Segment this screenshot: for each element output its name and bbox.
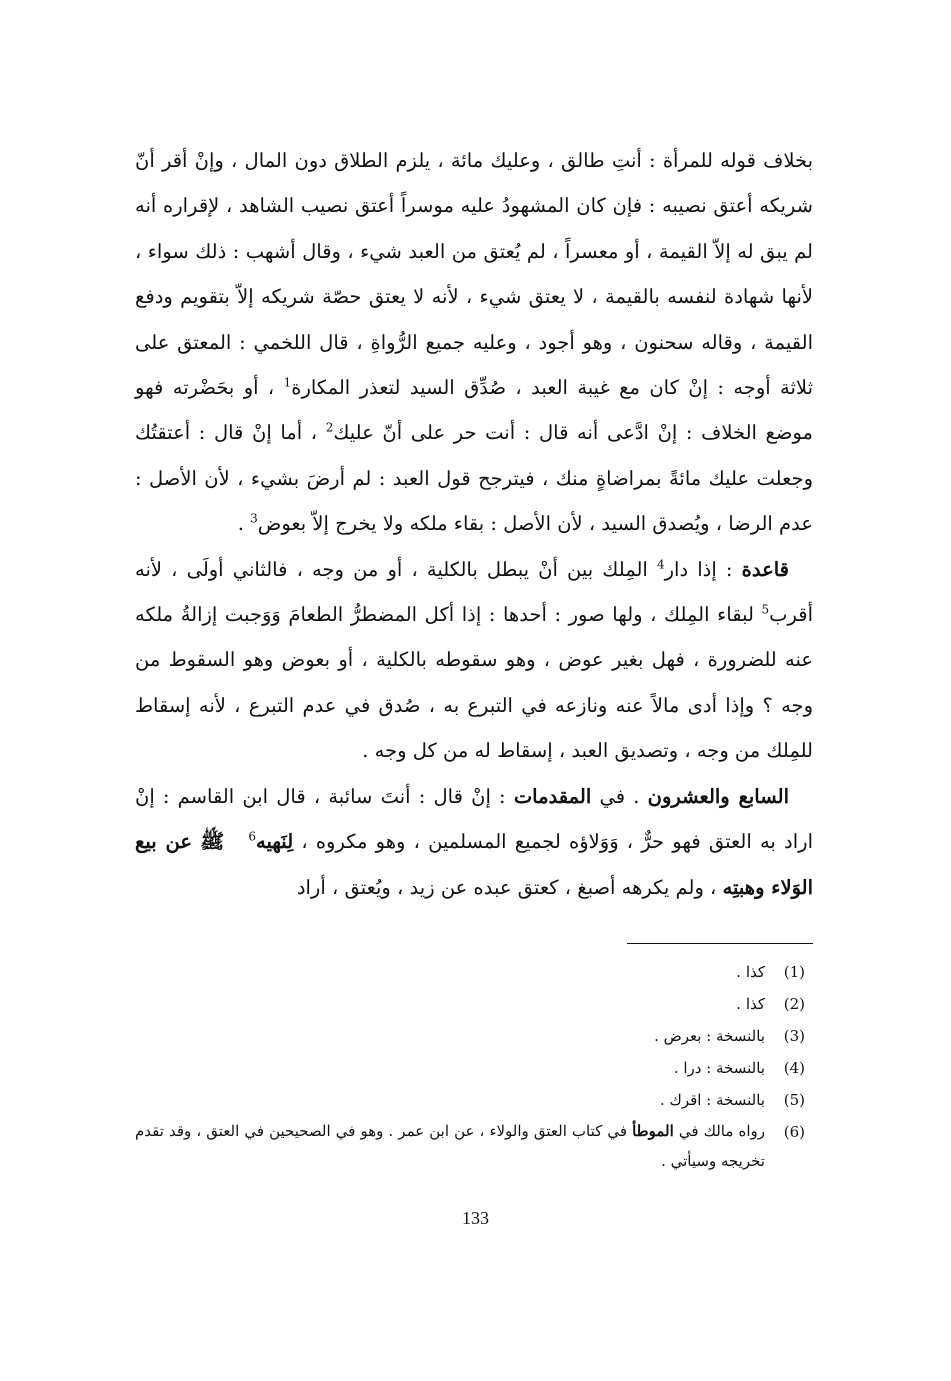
text-run — [192, 830, 200, 853]
text-run: ، أو بحَضْرته فهو موضع الخلاف : إنْ ادَّعى أنه قال : أنت حر على أنّ عليك — [135, 376, 814, 445]
footnote-number: (3) — [783, 1027, 805, 1045]
page-number: 133 — [462, 1208, 489, 1228]
footnote-marker: 1 — [283, 375, 292, 390]
footnote-5 — [135, 1084, 813, 1116]
text-run: ، أما إنْ قال : أعتقتُك وجعلت عليك مائةً بمراضاةٍ منك ، فيترجح قول العبد : لم أرضَ بشيء ، لأن الأصل : عدم الرضا ، ويُصدق السيد ، لأن الأصل : بقاء ملكه ولا يخرج إلاّ بعوض — [135, 421, 813, 536]
text-run: في كتاب العتق والولاء ، عن ابن عمر . وهو في الصحيحين في العتق ، وقد تقدم تخريجه وسيأتي . — [135, 1122, 765, 1170]
footnote-marker: 5 — [761, 602, 770, 617]
footnote-marker: 6 — [248, 829, 256, 844]
footnote-marker: 4 — [656, 557, 665, 572]
paragraph-3-twenty-seventh — [135, 774, 813, 910]
text-run: : إنْ قال : أنتَ سائبة ، قال ابن القاسم : إنْ اراد به العتق فهو حرٌّ ، وَوَلاؤه لجميع المسلمين ، وهو مكروه ، — [135, 784, 813, 854]
footnote-number: (4) — [783, 1059, 805, 1077]
main-text-block — [135, 138, 813, 910]
text-run: : إذا دار — [664, 557, 742, 581]
paragraph-2-rule — [135, 547, 813, 774]
text-run: ، ولم يكرهه أصبغ ، كعتق عبده عن زيد ، ويُعتق ، أراد — [296, 875, 723, 899]
footnote-text: بالنسخة : درا . — [673, 1059, 765, 1077]
footnotes-section — [135, 956, 813, 1176]
footnote-marker: 2 — [325, 420, 334, 435]
text-run: . — [237, 512, 251, 536]
bold-term: السابع والعشرون — [647, 784, 789, 808]
footnote-text: كذا . — [736, 995, 765, 1013]
footnote-4 — [135, 1052, 813, 1084]
paragraph-1 — [135, 138, 813, 547]
bold-term: المقدمات — [513, 784, 592, 808]
footnote-number: (1) — [783, 963, 805, 981]
text-run: لبقاء المِلك ، ولها صور : أحدها : إذا أكل المضطرُّ الطعامَ وَوَجبت إزالةُ ملكه عنه للضرورة ، فهل بغير عوض ، وهو سقوطه بالكلية ، أو بعوض وهو السقوط من وجه ؟ وإذا أدى مالاً عنه ونازعه في التبرع به ، صُدق في عدم التبرع ، لأنه إسقاط للمِلك من وجه ، وتصديق العبد ، إسقاط له من كل وجه . — [135, 603, 813, 763]
footnote-text: كذا . — [736, 963, 765, 981]
footnote-1 — [135, 956, 813, 988]
footnote-3 — [135, 1020, 813, 1052]
bold-term: قاعدة — [741, 557, 789, 581]
footnote-number: (6) — [783, 1123, 805, 1141]
bold-term: عن بيع الوَلاء وهبتِه — [135, 830, 813, 899]
footnote-6 — [135, 1116, 813, 1176]
footnote-text: بالنسخة : بعرض . — [654, 1027, 765, 1045]
footnote-2 — [135, 988, 813, 1020]
bold-term: لِنَهيه — [255, 830, 294, 854]
footnote-separator-line — [627, 943, 813, 944]
text-run: رواه مالك في — [673, 1122, 765, 1140]
footnote-text: بالنسخة : اقرك . — [659, 1091, 765, 1109]
text-run: . في — [591, 784, 648, 808]
footnote-marker: 3 — [250, 511, 258, 526]
footnote-number: (2) — [783, 995, 805, 1013]
text-run: بخلاف قوله للمرأة : أنتِ طالق ، وعليك مائة ، يلزم الطلاق دون المال ، وإنْ أقر أنّ شريكه أعتق نصيبه : فإن كان المشهودُ عليه موسراً أعتق نصيب الشاهد ، لإقراره أنه لم يبق له إلاّ القيمة ، أو معسراً ، لم يُعتق من العبد شيء ، وقال أشهب : ذلك سواء ، لأنها شهادة لنفسه بالقيمة ، لا يعتق شيء ، لأنه لا يعتق حصّة شريكه إلاّ بتقويم ودفع القيمة ، وقاله سحنون ، وهو أجود ، وعليه جميع الرُّواةِ ، قال اللخمي : المعتق على ثلاثة أوجه : إنْ كان مع غيبة العبد ، صُدِّق السيد لتعذر المكارة — [135, 149, 813, 400]
bold-term: الموطأ — [632, 1122, 674, 1140]
honorific-glyph: ﷺ — [200, 829, 225, 854]
footnote-number: (5) — [783, 1091, 805, 1109]
text-run: المِلك بين أنْ يبطل بالكلية ، أو من وجه ، فالثاني أولَى ، لأنه أقرب — [135, 557, 813, 627]
footnote-text — [135, 1116, 765, 1176]
